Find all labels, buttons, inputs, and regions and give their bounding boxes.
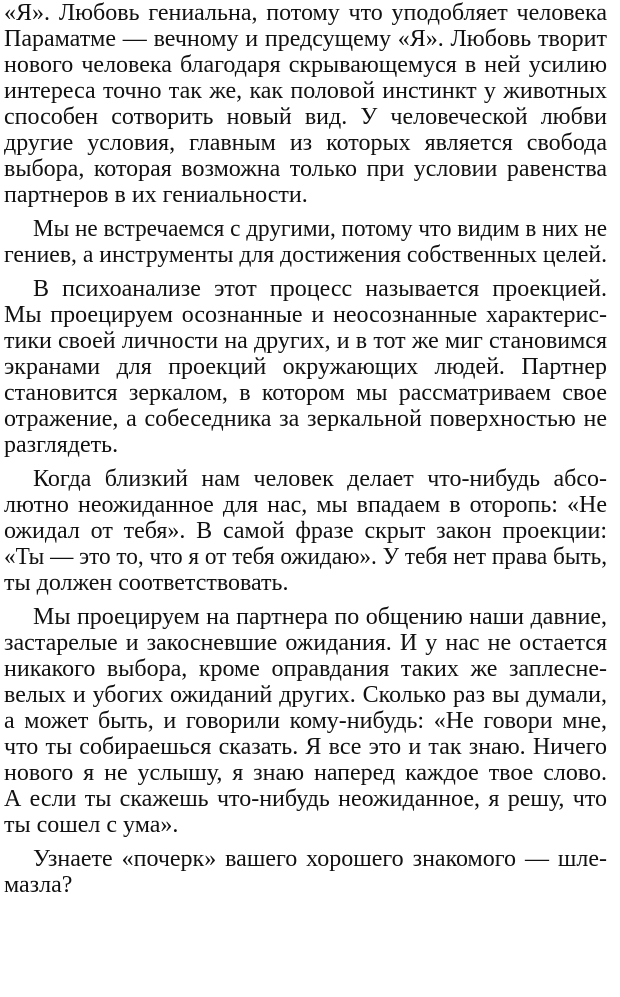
text-line: способен сотворить новый вид. У человеческой любви [4, 104, 607, 130]
text-line: «Ты — это то, что я от тебя ожидаю». У тебя нет права быть, [4, 544, 608, 570]
text-line: отражение, а собеседника за зеркальной поверхностью не [4, 406, 607, 432]
text-line: выбора, которая возможна только при условии равенства [4, 156, 607, 182]
text-line: мазла? [4, 872, 73, 898]
text-line: А если ты скажешь что-нибудь неожиданное, я решу, что [4, 786, 607, 812]
text-line: что ты собираешься сказать. Я все это и так знаю. Ничего [4, 734, 607, 760]
text-line: интереса точно так же, как половой инстинкт у животных [4, 78, 607, 104]
text-line: гениев, а инструменты для достижения собственных целей. [4, 242, 608, 268]
text-line: Мы не встречаемся с другими, потому что видим в них не [33, 216, 608, 242]
text-line: никакого выбора, кроме оправдания таких же заплесне- [4, 656, 607, 682]
text-line: другие условия, главным из которых является свобода [4, 130, 607, 156]
text-line: ты должен соответствовать. [4, 570, 289, 596]
text-line: а может быть, и говорили кому-нибудь: «Не говори мне, [4, 708, 607, 734]
text-line: Параматме — вечному и предсущему «Я». Любовь творит [4, 26, 607, 52]
text-line: застарелые и закосневшие ожидания. И у нас не остается [4, 630, 607, 656]
text-line: партнеров в их гениальности. [4, 182, 308, 208]
text-line: нового человека благодаря скрывающемуся в ней усилию [4, 52, 607, 78]
text-line: В психоанализе этот процесс называется проекцией. [33, 276, 607, 302]
text-line: ожидал от тебя». В самой фразе скрыт закон проекции: [4, 518, 607, 544]
text-line: велых и убогих ожиданий других. Сколько раз вы думали, [4, 682, 607, 708]
text-line: нового я не услышу, я знаю наперед каждое твое слово. [4, 760, 607, 786]
text-line: Узнаете «почерк» вашего хорошего знакомого — шле- [33, 846, 607, 872]
text-line: экранами для проекций окружающих людей. Партнер [4, 354, 607, 380]
text-line: Когда близкий нам человек делает что-нибудь абсо- [33, 466, 607, 492]
text-line: «Я». Любовь гениальна, потому что уподобляет человека [4, 0, 607, 26]
text-line: тики своей личности на других, и в тот же миг становимся [4, 328, 607, 354]
text-line: становится зеркалом, в котором мы рассматриваем свое [4, 380, 607, 406]
text-line: Мы проецируем осознанные и неосознанные характерис- [4, 302, 607, 328]
text-line: Мы проецируем на партнера по общению наши давние, [33, 604, 607, 630]
text-line: ты сошел с ума». [4, 812, 179, 838]
text-line: лютно неожиданное для нас, мы впадаем в оторопь: «Не [4, 492, 607, 518]
text-line: разглядеть. [4, 432, 119, 458]
